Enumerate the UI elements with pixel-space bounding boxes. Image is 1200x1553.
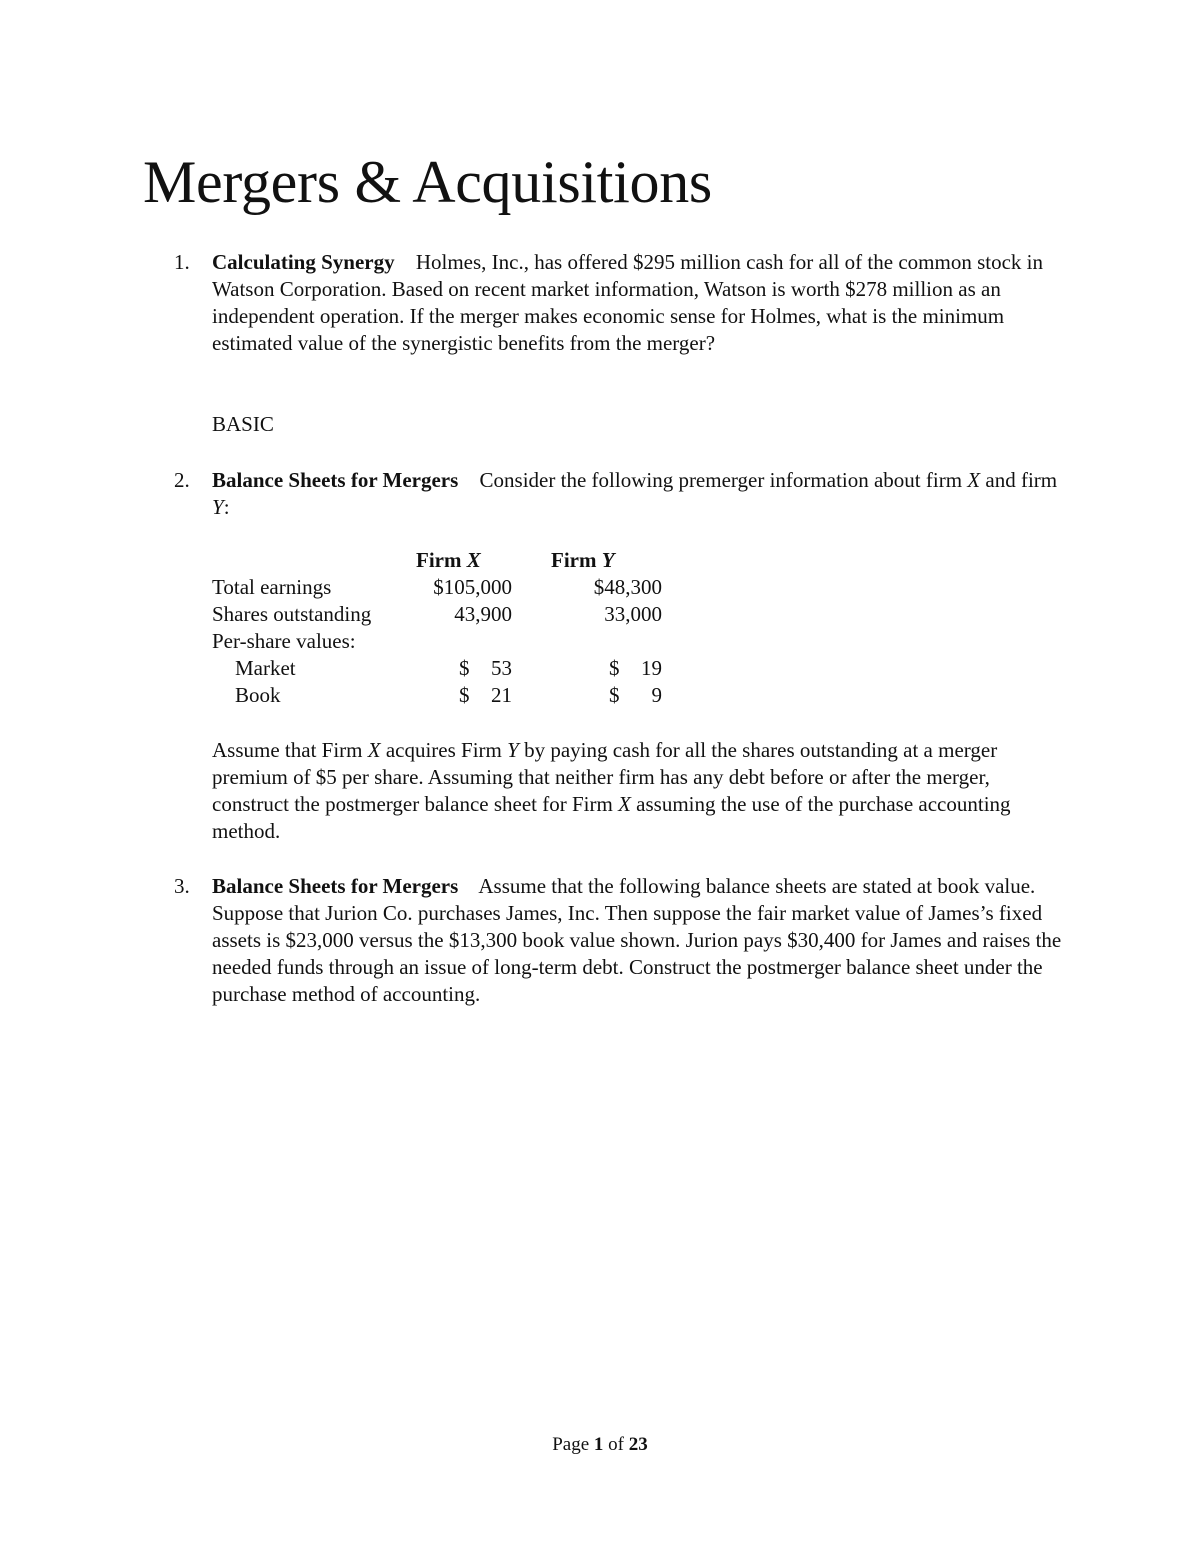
problem-number: 3. [174,874,190,898]
problem-text: Assume that Firm X acquires Firm Y by paying cash for all the shares outstanding at a merger premium of $5 per share. Assuming that neither firm has any debt before or after the merger, construct the postmerger balance sheet for Firm X assuming the use of the purchase accounting method. [212,738,1011,843]
column-header-firm-x: Firm X [416,548,481,572]
problem-body [212,467,1072,521]
problem-body [212,873,1072,1008]
problem-2-followup [212,737,1072,845]
row-label: Book [235,683,281,707]
premerger-table [212,547,682,709]
currency-symbol: $ [459,656,470,680]
cell-firm-y: $48,300 [593,575,662,599]
cell-firm-x: 43,900 [454,602,512,626]
row-label: Total earnings [212,575,332,599]
firm-y-var: Y [507,738,519,762]
table-row [212,655,682,682]
firm-x-var: X [367,738,381,762]
page-footer [0,1432,1200,1458]
current-page-number: 1 [593,1434,604,1455]
column-header-firm-y: Firm Y [551,548,615,572]
of-word: of [608,1434,624,1455]
difficulty-level: BASIC [212,412,274,436]
cell-firm-y: 19 [641,656,662,680]
page-word: Page [552,1434,590,1455]
cell-firm-y: 33,000 [604,602,662,626]
problem-number: 1. [174,250,190,274]
firm-x-var: X [967,468,981,492]
cell-firm-x: $105,000 [433,575,512,599]
page-title: Mergers & Acquisitions [143,149,712,215]
problem-body [212,249,1072,357]
cell-firm-x: 21 [491,683,512,707]
table-row [212,628,682,655]
problem-text: Assume that the following balance sheets are stated at book value. Suppose that Jurion Co. purchases James, Inc. Then suppose the fair market value of James’s fixed assets is $23,000 versus the $13,300 book value shown. Jurion pays $30,400 for James and raises the needed funds through an issue of long-term debt. Construct the postmerger balance sheet under the purchase method of accounting. [212,874,1062,1006]
problem-topic: Calculating Synergy [212,250,395,274]
currency-symbol: $ [609,656,620,680]
problem-3 [174,873,1072,1008]
table-row [212,601,682,628]
table-row [212,682,682,709]
table-header-row [212,547,682,574]
problem-2 [174,467,1072,521]
cell-firm-x: 53 [491,656,512,680]
problem-1 [174,249,1072,357]
problem-intro-end: : [223,495,230,519]
problem-number: 2. [174,468,190,492]
problem-text: Holmes, Inc., has offered $295 million cash for all of the common stock in Watson Corporation. Based on recent market information, Watson is worth $278 million as an independent operation. If the merger makes economic sense for Holmes, what is the minimum estimated value of the synergistic benefits from the merger? [212,250,1043,355]
cell-firm-y: 9 [651,683,662,707]
row-label: Per-share values: [212,629,356,653]
currency-symbol: $ [609,683,620,707]
table-row [212,574,682,601]
row-label: Market [235,656,296,680]
currency-symbol: $ [459,683,470,707]
total-pages-number: 23 [628,1434,648,1455]
firm-x-var: X [618,792,631,816]
problem-intro-and: and firm [985,468,1058,492]
firm-y-var: Y [212,495,224,519]
row-label: Shares outstanding [212,602,372,626]
problem-topic: Balance Sheets for Mergers [212,468,459,492]
problem-topic: Balance Sheets for Mergers [212,874,459,898]
problem-intro: Consider the following premerger information about firm [479,468,963,492]
